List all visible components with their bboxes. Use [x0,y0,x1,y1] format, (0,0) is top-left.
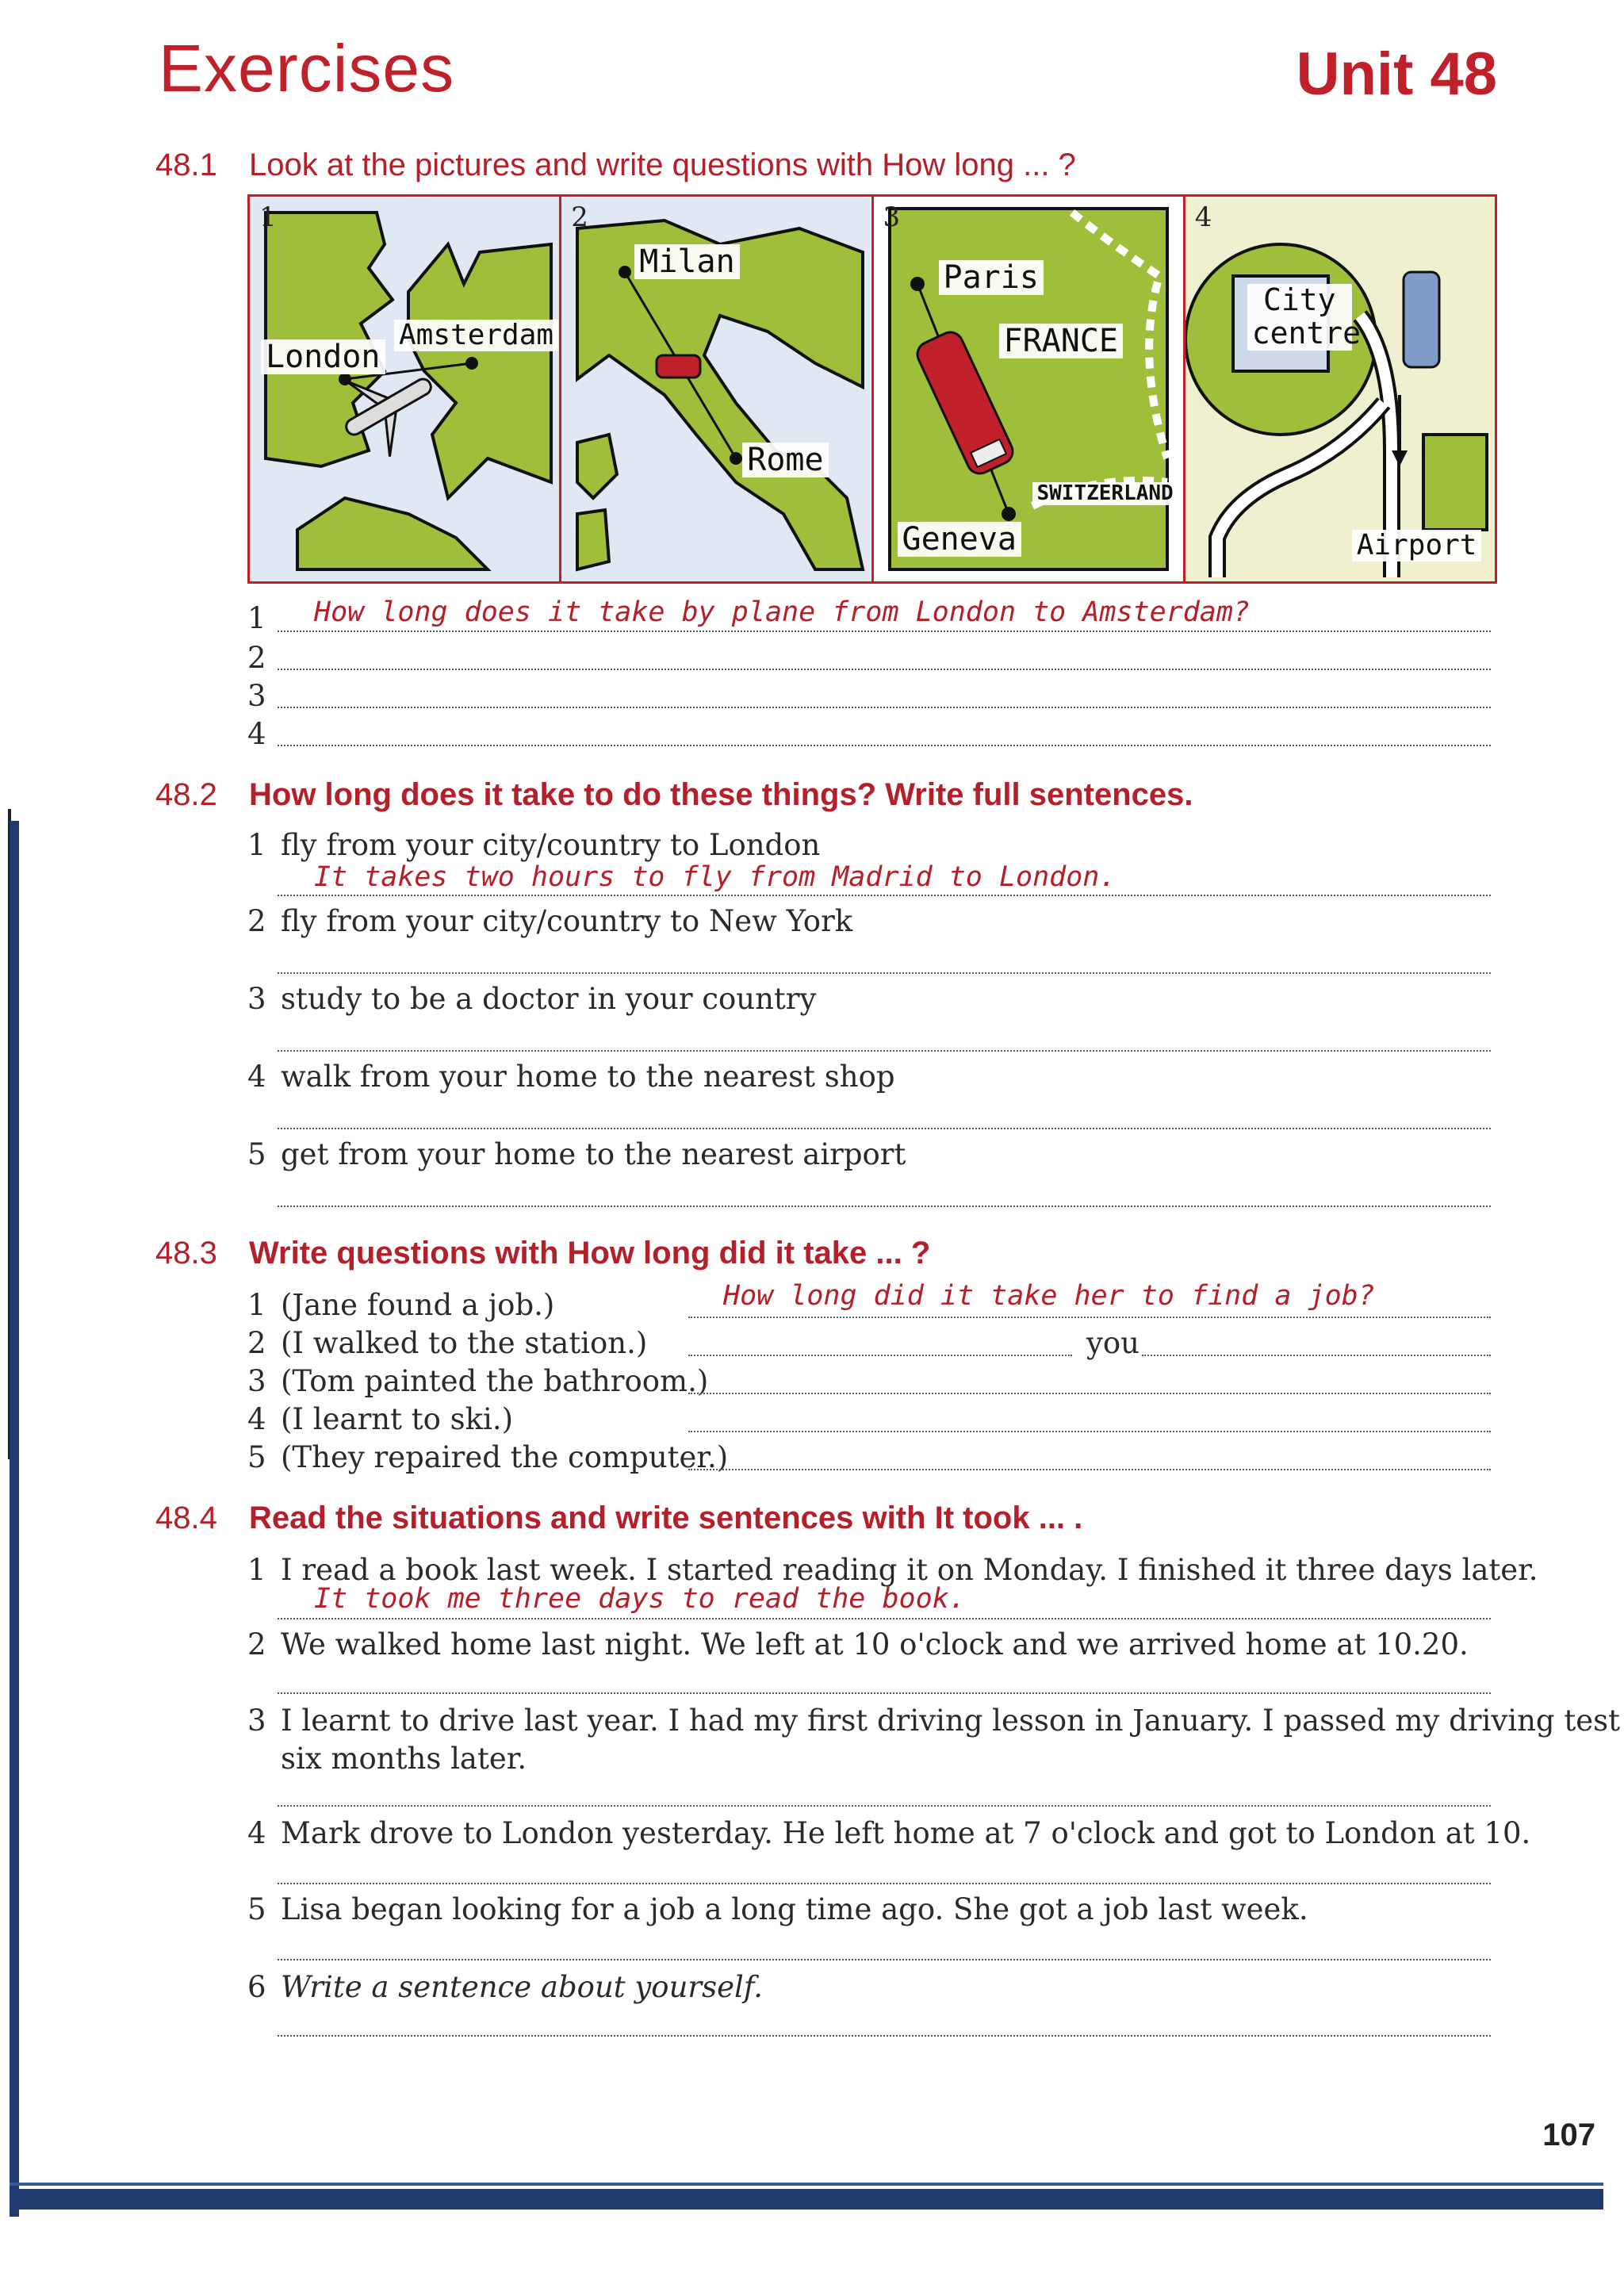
item-number: 5 [247,1137,266,1171]
bottom-rule [10,2183,1603,2186]
bottom-bar [10,2189,1603,2210]
item-prompt: (I learnt to ski.) [281,1402,514,1436]
item-prompt: (They repaired the computer.) [281,1440,729,1474]
item-number: 4 [247,717,266,751]
answer-line[interactable] [688,1431,1491,1432]
map-label-rome: Rome [742,443,828,477]
item-number: 2 [247,904,266,938]
answer-text: It takes two hours to fly from Madrid to London. [314,861,1116,893]
picture-number: 1 [259,201,277,233]
answer-line[interactable] [688,1393,1491,1394]
answer-line[interactable] [278,2035,1491,2037]
answer-line[interactable] [278,707,1491,708]
answer-text: How long did it take her to find a job? [723,1280,1375,1312]
item-number: 2 [247,1326,266,1360]
map-label-milan: Milan [634,244,739,279]
exercise-number: 48.4 [155,1501,217,1535]
answer-line[interactable] [1142,1355,1491,1356]
answer-line[interactable] [278,1805,1491,1807]
answer-line[interactable] [278,1205,1491,1207]
map-label-geneva: Geneva [898,522,1022,557]
mid-word: you [1086,1326,1140,1360]
exercise-instruction: Look at the pictures and write questions with How long ... ? [249,148,1076,182]
map-label-france: FRANCE [999,324,1124,358]
exercise-instruction: How long does it take to do these things? Write full sentences. [249,777,1193,812]
item-prompt: walk from your home to the nearest shop [281,1060,895,1094]
item-prompt: (Tom painted the bathroom.) [281,1364,709,1398]
item-number: 3 [247,679,266,713]
item-prompt: get from your home to the nearest airport [281,1137,906,1171]
item-number: 2 [247,641,266,675]
item-number: 1 [247,1553,266,1587]
picture-number: 3 [883,201,901,233]
item-prompt: Mark drove to London yesterday. He left home at 7 o'clock and got to London at 10. [281,1816,1531,1850]
exercise-number: 48.2 [155,777,217,812]
exercise-48-3-header [155,1236,930,1271]
picture-panel [247,194,1497,584]
item-prompt: Lisa began looking for a job a long time ago. She got a job last week. [281,1892,1308,1926]
answer-line[interactable] [278,1128,1491,1129]
answer-line[interactable] [688,1355,1072,1356]
answer-line[interactable] [278,1883,1491,1884]
page-number: 107 [1542,2118,1595,2152]
answer-line[interactable] [278,630,1491,632]
item-number: 6 [247,1970,266,2004]
item-number: 1 [247,601,266,635]
exercise-48-1-header [155,148,1076,183]
exercise-number: 48.3 [155,1236,217,1271]
item-prompt: We walked home last night. We left at 10 o'clock and we arrived home at 10.20. [281,1627,1469,1662]
answer-line[interactable] [278,669,1491,670]
item-prompt: fly from your city/country to London [281,828,821,862]
exercise-number: 48.1 [155,148,217,182]
unit-title [1297,40,1497,109]
item-number: 2 [247,1627,266,1662]
picture-number: 4 [1194,201,1212,233]
answer-line[interactable] [688,1317,1491,1318]
item-number: 1 [247,828,266,862]
picture-number: 2 [571,201,588,233]
item-number: 5 [247,1892,266,1926]
item-prompt-continued: six months later. [281,1742,527,1776]
item-number: 3 [247,1704,266,1738]
picture-2 [561,197,873,581]
answer-line[interactable] [278,1692,1491,1694]
answer-text: How long does it take by plane from London to Amsterdam? [314,596,1251,628]
answer-line[interactable] [278,972,1491,974]
unit-number: 48 [1430,40,1497,108]
item-prompt: Write a sentence about yourself. [281,1970,763,2004]
item-prompt: study to be a doctor in your country [281,982,817,1016]
exercise-instruction: Write questions with How long did it take ... ? [249,1236,931,1271]
map-label-switzerland: SWITZERLAND [1032,482,1178,505]
item-number: 1 [247,1288,266,1322]
answer-line[interactable] [278,1050,1491,1052]
answer-line[interactable] [278,1618,1491,1619]
map-label-city-centre: City centre [1247,284,1352,351]
item-number: 3 [247,982,266,1016]
map-label-london: London [261,339,385,374]
answer-line[interactable] [278,745,1491,746]
answer-text: It took me three days to read the book. [314,1583,966,1615]
page-title: Exercises [159,31,455,105]
item-prompt: fly from your city/country to New York [281,904,853,938]
answer-line[interactable] [688,1469,1491,1470]
exercise-48-4-header [155,1501,1082,1536]
picture-3 [874,197,1185,581]
map-label-amsterdam: Amsterdam [394,320,558,351]
map-label-paris: Paris [939,260,1044,295]
item-number: 3 [247,1364,266,1398]
item-number: 4 [247,1060,266,1094]
exercise-instruction: Read the situations and write sentences with It took ... . [249,1501,1083,1535]
item-prompt: (I walked to the station.) [281,1326,648,1360]
exercise-48-2-header [155,777,1193,813]
picture-1 [250,197,561,581]
item-number: 4 [247,1816,266,1850]
map-label-airport: Airport [1352,530,1482,562]
item-number: 4 [247,1402,266,1436]
item-number: 5 [247,1440,266,1474]
item-prompt: I learnt to drive last year. I had my first driving lesson in January. I passed my driving test [281,1704,1620,1738]
item-prompt: (Jane found a job.) [281,1288,555,1322]
unit-label: Unit [1296,40,1414,108]
item-prompt: I read a book last week. I started reading it on Monday. I finished it three days later. [281,1553,1538,1587]
left-margin-bar [10,821,19,2217]
answer-line[interactable] [278,895,1491,896]
picture-4 [1185,197,1495,581]
answer-line[interactable] [278,1959,1491,1960]
